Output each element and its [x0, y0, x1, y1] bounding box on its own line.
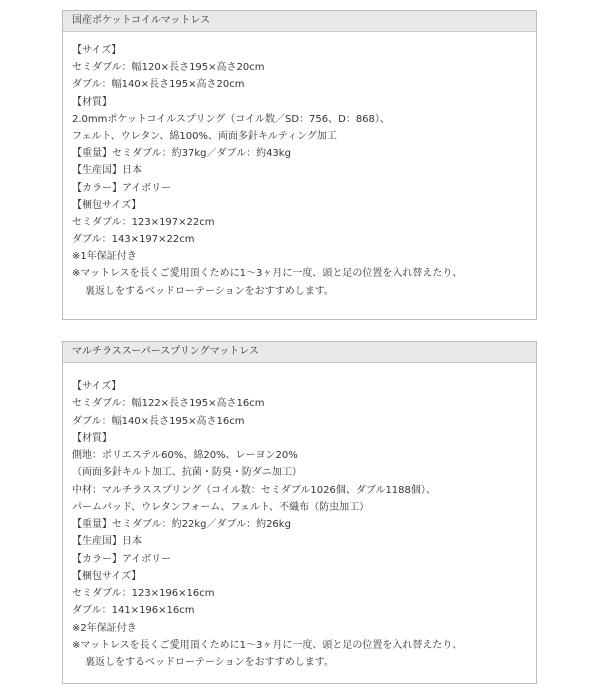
spec-line: ※マットレスを長くご愛用頂くために1〜3ヶ月に一度、頭と足の位置を入れ替えたり、 [72, 268, 463, 280]
spec-line: ※マットレスを長くご愛用頂くために1〜3ヶ月に一度、頭と足の位置を入れ替えたり、 [72, 639, 463, 651]
spec-line: ダブル：141×196×16cm [72, 605, 195, 617]
spec-line: 【生産国】日本 [72, 165, 142, 177]
spec-line: フェルト、ウレタン、綿100%、両面多針キルティング加工 [72, 130, 337, 142]
spec-line: （両面多針キルト加工、抗菌・防臭・防ダニ加工） [72, 467, 302, 479]
spec-line: 【梱包サイズ】 [72, 199, 142, 211]
spec-line: 【生産国】日本 [72, 536, 142, 548]
spec-line: ※1年保証付き [72, 251, 137, 263]
spec-line: ダブル：143×197×22cm [72, 234, 195, 246]
spec-line: セミダブル：123×196×16cm [72, 588, 215, 599]
spec-box-title: マルチラススーパースプリングマットレス [63, 342, 536, 363]
spec-line: 【カラー】アイボリー [72, 182, 172, 194]
spec-line: 【サイズ】 [72, 45, 122, 56]
spec-line: 側地：ポリエステル60%、綿20%、レーヨン20% [72, 450, 298, 461]
spec-line: 裏返しをするベッドローテーションをおすすめします。 [85, 657, 334, 668]
spec-line: ダブル：幅140×長さ195×高さ20cm [72, 79, 245, 91]
spec-box-multi-spring-mattress [62, 341, 537, 684]
spec-box-title: 国産ポケットコイルマットレス [63, 11, 536, 32]
spec-line: ダブル：幅140×長さ195×高さ16cm [72, 415, 245, 427]
spec-line: 中材：マルチラススプリング（コイル数：セミダブル1026個、ダブル1188個）、 [72, 484, 436, 496]
spec-line: 【サイズ】 [72, 381, 122, 392]
spec-box-pocket-coil-mattress [62, 10, 537, 320]
spec-list [63, 32, 536, 300]
spec-line: 【カラー】アイボリー [72, 553, 172, 565]
spec-line: 2.0mmポケットコイルスプリング（コイル数／SD：756、D：868）、 [72, 113, 390, 125]
spec-line: 【材質】 [72, 432, 112, 444]
spec-line: ※2年保証付き [72, 622, 137, 634]
spec-list [63, 363, 536, 671]
spec-line: 【材質】 [72, 96, 112, 108]
spec-line: 【重量】セミダブル：約37kg／ダブル：約43kg [72, 148, 291, 160]
spec-line: セミダブル：幅120×長さ195×高さ20cm [72, 62, 265, 74]
spec-line: セミダブル：幅122×長さ195×高さ16cm [72, 398, 265, 410]
spec-line: 【重量】セミダブル：約22kg／ダブル：約26kg [72, 519, 291, 530]
spec-line: セミダブル：123×197×22cm [72, 216, 215, 228]
spec-line: 裏返しをするベッドローテーションをおすすめします。 [85, 285, 334, 297]
spec-line: 【梱包サイズ】 [72, 570, 142, 582]
spec-line: パームパッド、ウレタンフォーム、フェルト、不織布（防虫加工） [72, 501, 370, 513]
